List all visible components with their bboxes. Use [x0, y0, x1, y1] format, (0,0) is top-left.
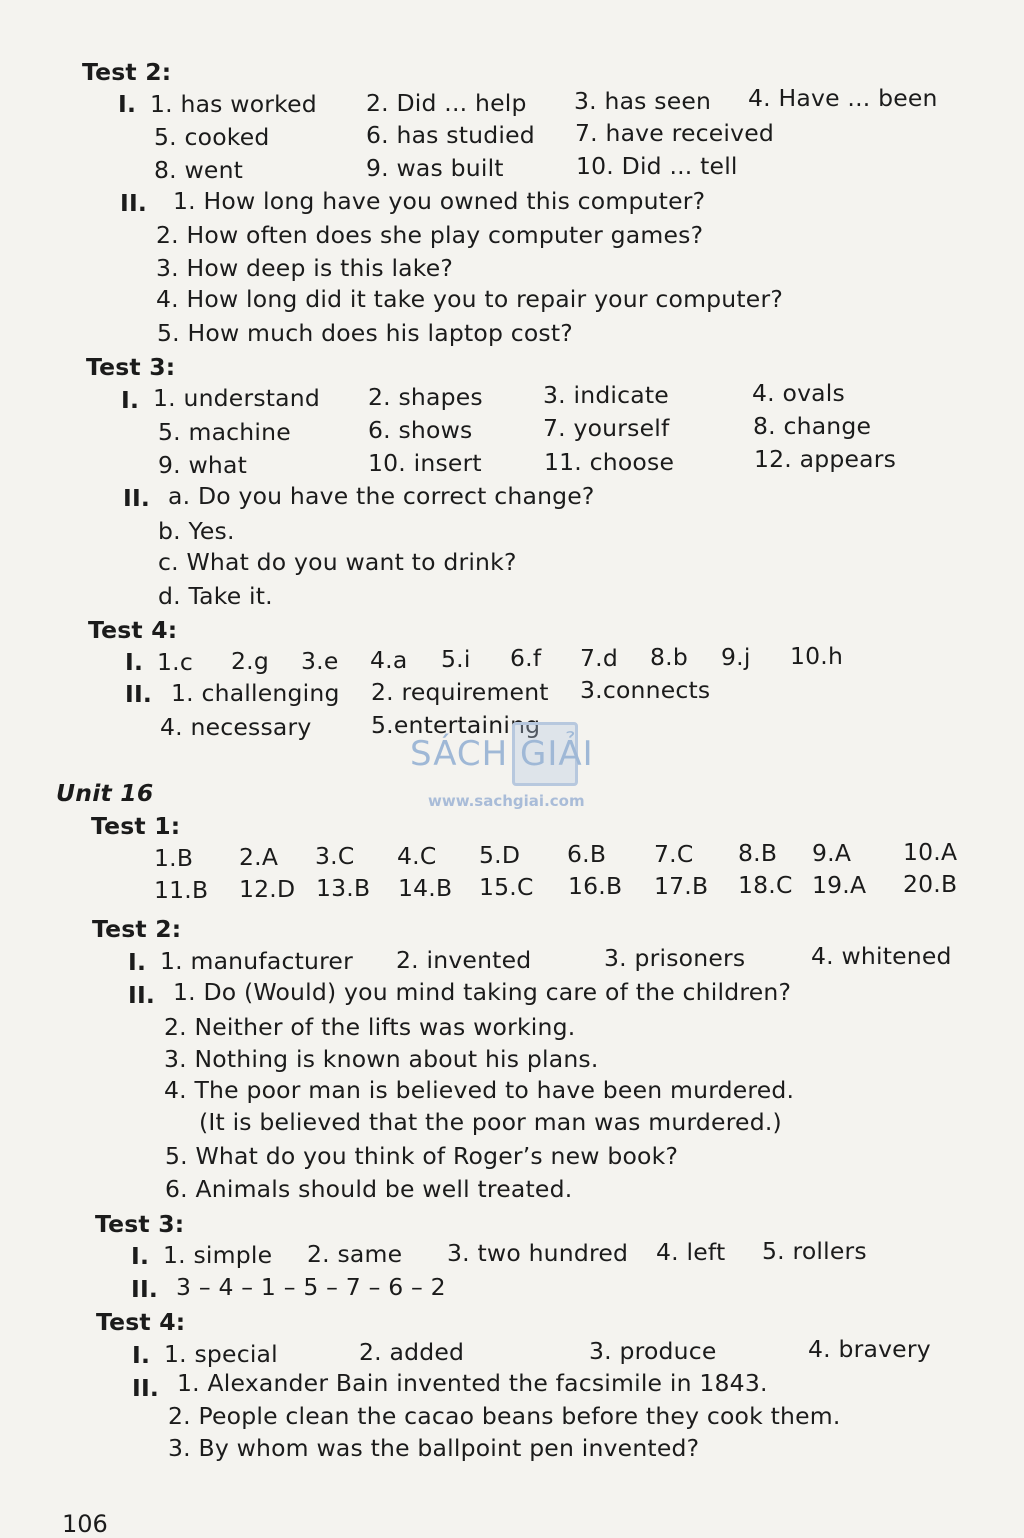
answer-text: 2. added [359, 1338, 465, 1366]
answer-text: 15.C [479, 873, 534, 901]
answer-text: 9. what [158, 451, 248, 479]
answer-text: 10.A [903, 838, 958, 866]
answer-text: c. What do you want to drink? [158, 548, 517, 576]
answer-text: 7. have received [575, 119, 775, 147]
section-label: Test 3: [86, 353, 176, 381]
answer-text: 18.C [738, 871, 793, 899]
section-label: II. [125, 680, 153, 708]
section-label: Test 2: [82, 58, 172, 86]
answer-text: 5. What do you think of Roger’s new book? [165, 1142, 679, 1170]
answer-text: 13.B [316, 874, 371, 902]
section-label: I. [118, 90, 137, 118]
answer-text: 9. was built [366, 154, 504, 182]
answer-text: 6. Animals should be well treated. [165, 1175, 573, 1203]
answer-text: 8.B [738, 839, 778, 867]
section-label: II. [128, 981, 156, 1009]
section-label: Test 2: [92, 915, 182, 943]
answer-text: 3. By whom was the ballpoint pen invented? [168, 1434, 700, 1462]
answer-text: 1. simple [163, 1241, 273, 1269]
answer-text: 4. bravery [808, 1335, 931, 1363]
answer-text: 11. choose [544, 448, 675, 476]
answer-text: 7. yourself [543, 414, 670, 442]
section-label: I. [131, 1242, 150, 1270]
answer-text: 9.j [721, 643, 751, 671]
answer-text: 5. rollers [762, 1237, 867, 1265]
page-number: 106 [62, 1510, 108, 1538]
section-label: Test 4: [96, 1308, 186, 1336]
answer-text: 4. left [656, 1238, 726, 1266]
answer-text: 1. challenging [171, 679, 340, 707]
answer-text: d. Take it. [158, 582, 273, 610]
answer-text: 3. How deep is this lake? [156, 254, 454, 282]
answer-text: 4. How long did it take you to repair your computer? [156, 285, 783, 313]
answer-text: 3.connects [580, 676, 711, 704]
answer-text: 2. requirement [371, 678, 549, 706]
answer-text: 3. Nothing is known about his plans. [164, 1045, 599, 1073]
answer-text: 8.b [650, 643, 688, 671]
section-label: I. [132, 1341, 151, 1369]
section-label: II. [123, 484, 151, 512]
answer-text: 12. appears [754, 445, 897, 473]
answer-text: 2. Did ... help [366, 89, 527, 117]
watermark-logo-text: SÁCH GIẢI [410, 734, 594, 774]
answer-text: 4. whitened [811, 942, 952, 970]
answer-text: 1. How long have you owned this computer? [173, 187, 706, 215]
answer-text: 3. two hundred [447, 1239, 629, 1267]
answer-text: 2. same [307, 1240, 403, 1268]
answer-text: 6.f [510, 644, 542, 672]
answer-text: 20.B [903, 870, 958, 898]
section-label: II. [132, 1374, 160, 1402]
answer-text: 10. Did ... tell [576, 152, 738, 180]
answer-text: 2. How often does she play computer games? [156, 221, 704, 249]
section-label: Test 4: [88, 616, 178, 644]
answer-text: 4. The poor man is believed to have been murdered. [164, 1076, 795, 1104]
answer-text: 4.a [370, 646, 408, 674]
answer-text: 7.d [580, 644, 618, 672]
answer-text: 17.B [654, 872, 709, 900]
answer-text: 2. People clean the cacao beans before they cook them. [168, 1402, 841, 1430]
answer-text: 8. change [753, 412, 872, 440]
answer-text: 2. shapes [368, 383, 483, 411]
answer-text: 5. machine [158, 418, 291, 446]
answer-text: 14.B [398, 874, 453, 902]
answer-text: 12.D [239, 875, 296, 903]
answer-text: 2.g [231, 647, 269, 675]
answer-text: 9.A [812, 839, 852, 867]
answer-text: 4. ovals [752, 379, 845, 407]
answer-text: b. Yes. [158, 517, 235, 545]
answer-text: 2.A [239, 843, 279, 871]
answer-text: 10.h [790, 642, 844, 670]
answer-text: a. Do you have the correct change? [168, 482, 595, 510]
watermark-url: www.sachgiai.com [428, 792, 585, 810]
section-label: II. [131, 1275, 159, 1303]
answer-text: 4. necessary [160, 713, 312, 741]
section-label: I. [128, 948, 147, 976]
answer-text: 4.C [397, 842, 437, 870]
answer-text: 3.C [315, 842, 355, 870]
answer-text: 6. has studied [366, 121, 535, 149]
answer-text: 1. Alexander Bain invented the facsimile in 1843. [177, 1369, 768, 1397]
answer-text: 8. went [154, 156, 244, 184]
answer-text: 3. produce [589, 1337, 717, 1365]
answer-text: 3. has seen [574, 87, 712, 115]
answer-text: 16.B [568, 872, 623, 900]
answer-text: 1. manufacturer [160, 947, 353, 975]
section-label: I. [125, 648, 144, 676]
watermark [410, 722, 620, 812]
answer-text: 5.i [441, 645, 471, 673]
section-label: II. [120, 189, 148, 217]
answer-text: 5.D [479, 841, 521, 869]
answer-text: 5. How much does his laptop cost? [157, 319, 573, 347]
answer-text: 2. Neither of the lifts was working. [164, 1013, 576, 1041]
section-label: I. [121, 386, 140, 414]
section-label: Test 3: [95, 1210, 185, 1238]
answer-text: 1. special [164, 1340, 278, 1368]
answer-text: 3. prisoners [604, 944, 746, 972]
answer-text: 10. insert [368, 449, 482, 477]
answer-text: 11.B [154, 876, 209, 904]
section-label: Test 1: [91, 812, 181, 840]
unit-heading: Unit 16 [56, 779, 154, 807]
answer-text: 5. cooked [154, 123, 270, 151]
answer-text: 1. understand [153, 384, 320, 412]
answer-text: 1. Do (Would) you mind taking care of the children? [173, 978, 792, 1006]
answer-text: 2. invented [396, 946, 532, 974]
answer-text: 19.A [812, 871, 867, 899]
answer-text: 1. has worked [150, 90, 317, 118]
answer-text: 1.B [154, 844, 194, 872]
answer-text: 3 – 4 – 1 – 5 – 7 – 6 – 2 [176, 1273, 446, 1301]
answer-text: 1.c [157, 648, 193, 676]
answer-text: 6. shows [368, 416, 473, 444]
answer-text: 5.entertaining [371, 711, 541, 739]
answer-text: 3.e [301, 647, 339, 675]
answer-text: 3. indicate [543, 381, 669, 409]
answer-text: (It is believed that the poor man was murdered.) [199, 1108, 782, 1136]
answer-text: 7.C [654, 840, 694, 868]
answer-text: 6.B [567, 840, 607, 868]
answer-text: 4. Have ... been [748, 84, 938, 112]
